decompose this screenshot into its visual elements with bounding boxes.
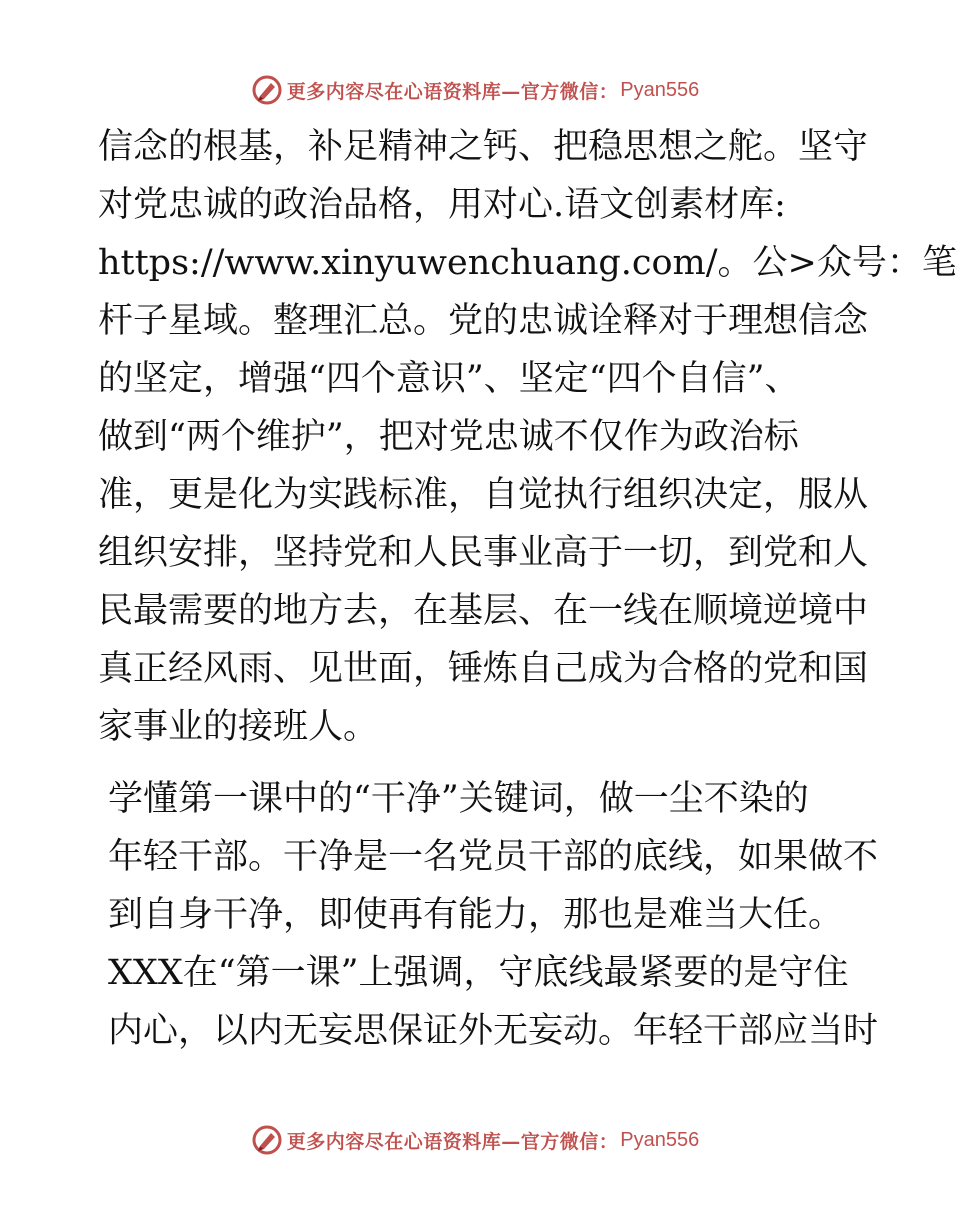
text-line: 杆子星域。整理汇总。党的忠诚诠释对于理想信念 (98, 301, 869, 341)
text-line: 真正经风雨、见世面，锤炼自己成为合格的党和国 (98, 649, 869, 689)
header-banner-text: 更多内容尽在心语资料库—官方微信： (286, 80, 619, 103)
text-line: 的坚定，增强“四个意识”、坚定“四个自信”、 (98, 359, 800, 399)
header-banner (0, 70, 950, 110)
text-line: 家事业的接班人。 (98, 707, 379, 747)
text-line: 年轻干部。干净是一名党员干部的底线，如果做不 (108, 837, 879, 877)
text-line: 民最需要的地方去，在基层、在一线在顺境逆境中 (98, 591, 869, 631)
paragraph-1 (98, 118, 957, 756)
text-line: 做到“两个维护”，把对党忠诚不仅作为政治标 (98, 417, 799, 457)
header-wechat-id: Pyan556 (620, 78, 700, 101)
document-body (98, 118, 957, 1060)
text-line: 对党忠诚的政治品格，用对心.语文创素材库: (98, 185, 786, 225)
footer-banner-text: 更多内容尽在心语资料库—官方微信： (286, 1130, 619, 1153)
text-line: 准，更是化为实践标准，自觉执行组织决定，服从 (98, 475, 869, 515)
text-line: 到自身干净，即使再有能力，那也是难当大任。 (108, 895, 844, 935)
footer-banner (0, 1120, 950, 1160)
footer-wechat-id: Pyan556 (620, 1128, 700, 1151)
brand-logo-icon (251, 1124, 283, 1156)
brand-logo-icon (251, 74, 283, 106)
text-line: XXX在“第一课”上强调，守底线最紧要的是守住 (108, 953, 849, 993)
paragraph-2 (98, 770, 879, 1060)
text-line: 内心，以内无妄思保证外无妄动。年轻干部应当时 (108, 1011, 879, 1051)
text-line: 信念的根基，补足精神之钙、把稳思想之舵。坚守 (98, 127, 869, 167)
text-line: https://www.xinyuwenchuang.com/。公>众号：笔 (98, 243, 957, 283)
text-line: 组织安排，坚持党和人民事业高于一切，到党和人 (98, 533, 869, 573)
text-line: 学懂第一课中的“干净”关键词，做一尘不染的 (108, 779, 809, 819)
